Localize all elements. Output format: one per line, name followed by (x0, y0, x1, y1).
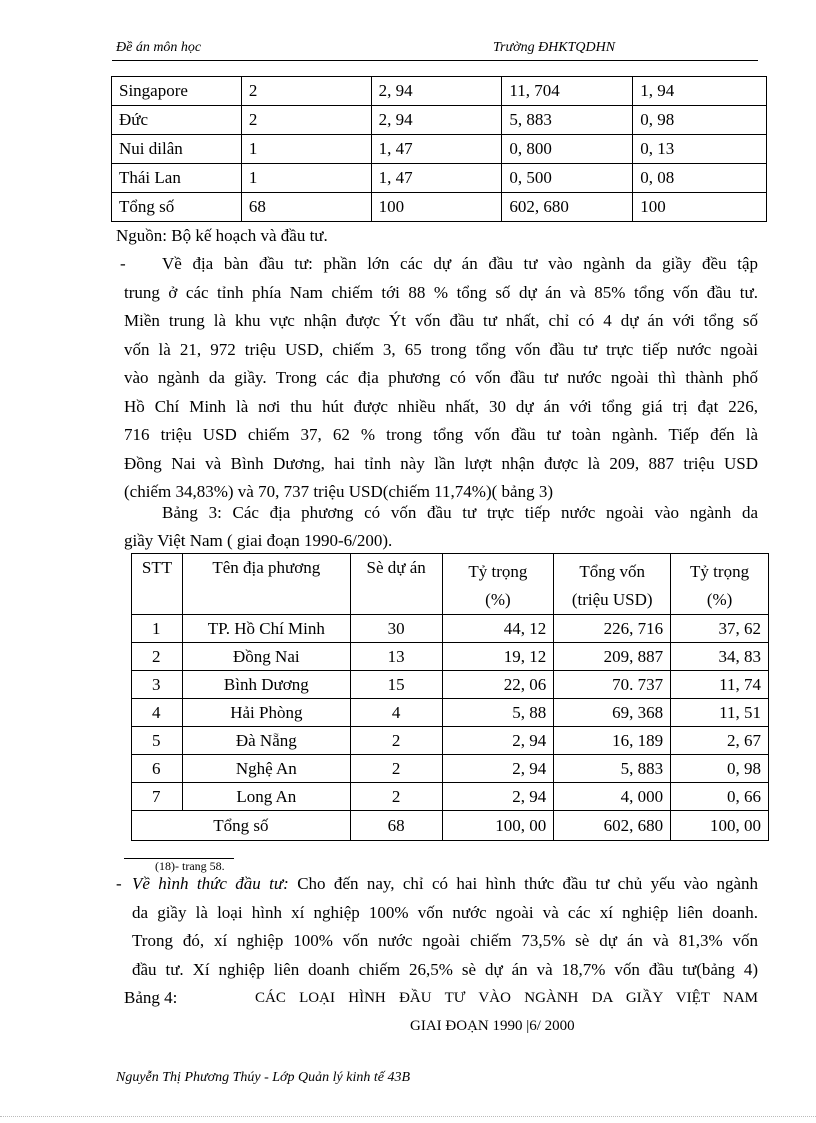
col-projects: Sè dự án (350, 554, 442, 615)
bullet-dash-2: - (116, 874, 122, 893)
table-row (112, 164, 767, 193)
table-cell: 4 (132, 699, 183, 727)
province-table-body (132, 615, 769, 811)
table-cell: 16, 189 (554, 727, 671, 755)
header-divider (112, 60, 758, 61)
col-capital-line2: (triệu USD) (571, 590, 653, 609)
table-cell: 2 (350, 783, 442, 811)
table-row (132, 699, 769, 727)
table-cell: 5, 88 (442, 699, 554, 727)
total-share-capital: 100, 00 (671, 811, 769, 841)
table-cell: Hải Phòng (182, 699, 350, 727)
table-cell: 11, 51 (671, 699, 769, 727)
table-cell: 1 (241, 164, 371, 193)
table-cell: Nui dilân (112, 135, 242, 164)
paragraph-line: trung ở các tỉnh phía Nam chiếm tới 88 % tổng số dự án và 85% tổng vốn đầu tư. (124, 282, 758, 302)
table-row (112, 135, 767, 164)
header-course: Đề án môn học (116, 40, 202, 55)
table-cell: TP. Hồ Chí Minh (182, 615, 350, 643)
col-province: Tên địa phương (182, 554, 350, 615)
table-cell: 0, 98 (633, 106, 767, 135)
table-cell: 2 (132, 643, 183, 671)
table-cell: 2 (350, 727, 442, 755)
paragraph-location (124, 250, 758, 507)
table-row (132, 727, 769, 755)
total-label: Tổng số (132, 811, 351, 841)
table-cell: 2, 94 (371, 77, 502, 106)
table-cell: 5, 883 (554, 755, 671, 783)
table-cell: 11, 74 (671, 671, 769, 699)
paragraph-line: Trong đó, xí nghiệp 100% vốn nước ngoài chiếm 73,5% sè dự án và 81,3% vốn (132, 931, 758, 950)
table-cell: 602, 680 (502, 193, 633, 222)
paragraph-line: da giầy là loại hình xí nghiệp 100% vốn nước ngoài và các xí nghiệp liên doanh. (132, 902, 758, 922)
table-cell: 100 (371, 193, 502, 222)
table4-label: Bảng 4: (124, 988, 178, 1007)
table-row (112, 193, 767, 222)
paragraph-line: (chiếm 34,83%) và 70, 737 triệu USD(chiếm 11,74%)( bảng 3) (124, 482, 553, 501)
table-cell: 1 (132, 615, 183, 643)
province-table-total (132, 811, 769, 841)
col-share-capital-line1: Tỷ trọng (690, 562, 750, 581)
table-cell: 68 (241, 193, 371, 222)
table-cell: 100 (633, 193, 767, 222)
table-cell: 15 (350, 671, 442, 699)
col-share-projects (442, 554, 554, 615)
table-cell: Nghệ An (182, 755, 350, 783)
table-cell: 0, 800 (502, 135, 633, 164)
table-cell: Đức (112, 106, 242, 135)
table-cell: Thái Lan (112, 164, 242, 193)
table-cell: 1, 47 (371, 135, 502, 164)
paragraph-line: vào ngành da giầy. Trong các địa phương có vốn đầu tư nước ngoài thì thành phố (124, 368, 758, 387)
table-cell: 0, 500 (502, 164, 633, 193)
paragraph-line: Đồng Nai và Bình Dương, hai tỉnh này lần lượt nhận được là 209, 887 triệu USD (124, 453, 758, 473)
bullet-dash: - (120, 254, 126, 273)
paragraph-lead: Về hình thức đầu tư: (132, 874, 289, 893)
table-row (132, 755, 769, 783)
investor-country-table-body (112, 77, 767, 222)
table-row (132, 615, 769, 643)
paragraph-line: Hồ Chí Minh là nơi thu hút được nhiều nhất, 30 dự án với tổng giá trị đạt 226, (124, 396, 758, 416)
table-cell: 3 (132, 671, 183, 699)
table-cell: 1, 47 (371, 164, 502, 193)
table-cell: 0, 98 (671, 755, 769, 783)
col-share-capital-line2: (%) (706, 590, 733, 609)
total-projects: 68 (350, 811, 442, 841)
header-row (132, 554, 769, 615)
table-cell: 1, 94 (633, 77, 767, 106)
table-cell: 30 (350, 615, 442, 643)
table-cell: 7 (132, 783, 183, 811)
investor-country-table (111, 76, 767, 222)
col-capital-line1: Tổng vốn (579, 562, 646, 581)
table-cell: 2 (350, 755, 442, 783)
table-cell: 2 (241, 77, 371, 106)
table-cell: 2, 67 (671, 727, 769, 755)
table-cell: 4 (350, 699, 442, 727)
table4-title: CÁC LOẠI HÌNH ĐẦU TƯ VÀO NGÀNH DA GIẦY VIỆT NAM (255, 990, 758, 1006)
table-cell: Đồng Nai (182, 643, 350, 671)
table-row (112, 77, 767, 106)
table-cell: 5 (132, 727, 183, 755)
table-cell: 22, 06 (442, 671, 554, 699)
paragraph-line (132, 870, 758, 899)
total-share-projects: 100, 00 (442, 811, 554, 841)
table-row (112, 106, 767, 135)
table-cell: 37, 62 (671, 615, 769, 643)
paragraph-line: đầu tư. Xí nghiệp liên doanh chiếm 26,5% sè dự án và 18,7% vốn đầu tư(bảng 4) (132, 959, 758, 979)
col-share-projects-line2: (%) (485, 590, 511, 609)
table-cell: 2, 94 (371, 106, 502, 135)
table-cell: Bình Dương (182, 671, 350, 699)
table-cell: 34, 83 (671, 643, 769, 671)
footer-author: Nguyễn Thị Phương Thúy - Lớp Quản lý kinh tế 43B (116, 1070, 410, 1085)
table-cell: Singapore (112, 77, 242, 106)
paragraph-investment-form (132, 870, 758, 984)
table-cell: 2, 94 (442, 755, 554, 783)
table-cell: 2, 94 (442, 727, 554, 755)
table-cell: 1 (241, 135, 371, 164)
table-row (132, 671, 769, 699)
table3-caption-line2: giầy Việt Nam ( giai đoạn 1990-6/200). (124, 531, 393, 550)
table-cell: 69, 368 (554, 699, 671, 727)
total-capital: 602, 680 (554, 811, 671, 841)
col-share-projects-line1: Tỷ trọng (468, 562, 528, 581)
footnote: (18)- trang 58. (155, 859, 225, 873)
table-cell: Đà Nẵng (182, 727, 350, 755)
table-cell: 2, 94 (442, 783, 554, 811)
table-cell: 44, 12 (442, 615, 554, 643)
province-table-header (132, 554, 769, 615)
table-row (132, 643, 769, 671)
table-cell: 6 (132, 755, 183, 783)
table-cell: 2 (241, 106, 371, 135)
table-cell: 0, 08 (633, 164, 767, 193)
table-cell: 0, 66 (671, 783, 769, 811)
table-cell: 226, 716 (554, 615, 671, 643)
table-cell: Tổng số (112, 193, 242, 222)
paragraph-line: Miền trung là khu vực nhận được Ýt vốn đầu tư nhất, chỉ có 4 dự án với tổng số (124, 311, 758, 330)
table-cell: 209, 887 (554, 643, 671, 671)
header-school: Trường ĐHKTQDHN (493, 40, 616, 55)
total-row (132, 811, 769, 841)
table-row (132, 783, 769, 811)
col-share-capital (671, 554, 769, 615)
table-cell: 19, 12 (442, 643, 554, 671)
table-cell: 0, 13 (633, 135, 767, 164)
paragraph-line: vốn là 21, 972 triệu USD, chiếm 3, 65 trong tổng vốn đầu tư trực tiếp nước ngoài (124, 339, 758, 359)
source-note: Nguồn: Bộ kế hoạch và đầu tư. (116, 226, 328, 245)
table-cell: 11, 704 (502, 77, 633, 106)
page-edge-divider (0, 1116, 816, 1117)
table-cell: 5, 883 (502, 106, 633, 135)
paragraph-lead-rest: Cho đến nay, chỉ có hai hình thức đầu tư chủ yếu vào ngành (288, 874, 758, 893)
table3-caption-line1: Bảng 3: Các địa phương có vốn đầu tư trực tiếp nước ngoài vào ngành da (162, 503, 758, 522)
table-cell: Long An (182, 783, 350, 811)
table4-period: GIAI ĐOẠN 1990 |6/ 2000 (410, 1018, 575, 1034)
table-cell: 70. 737 (554, 671, 671, 699)
col-capital (554, 554, 671, 615)
table-cell: 4, 000 (554, 783, 671, 811)
paragraph-line: Về địa bàn đầu tư: phần lớn các dự án đầu tư vào ngành da giầy đều tập (162, 254, 758, 273)
table-cell: 13 (350, 643, 442, 671)
paragraph-line: 716 triệu USD chiếm 37, 62 % trong tổng vốn đầu tư toàn ngành. Tiếp đến là (124, 425, 758, 444)
col-stt: STT (132, 554, 183, 615)
province-investment-table (131, 553, 769, 841)
